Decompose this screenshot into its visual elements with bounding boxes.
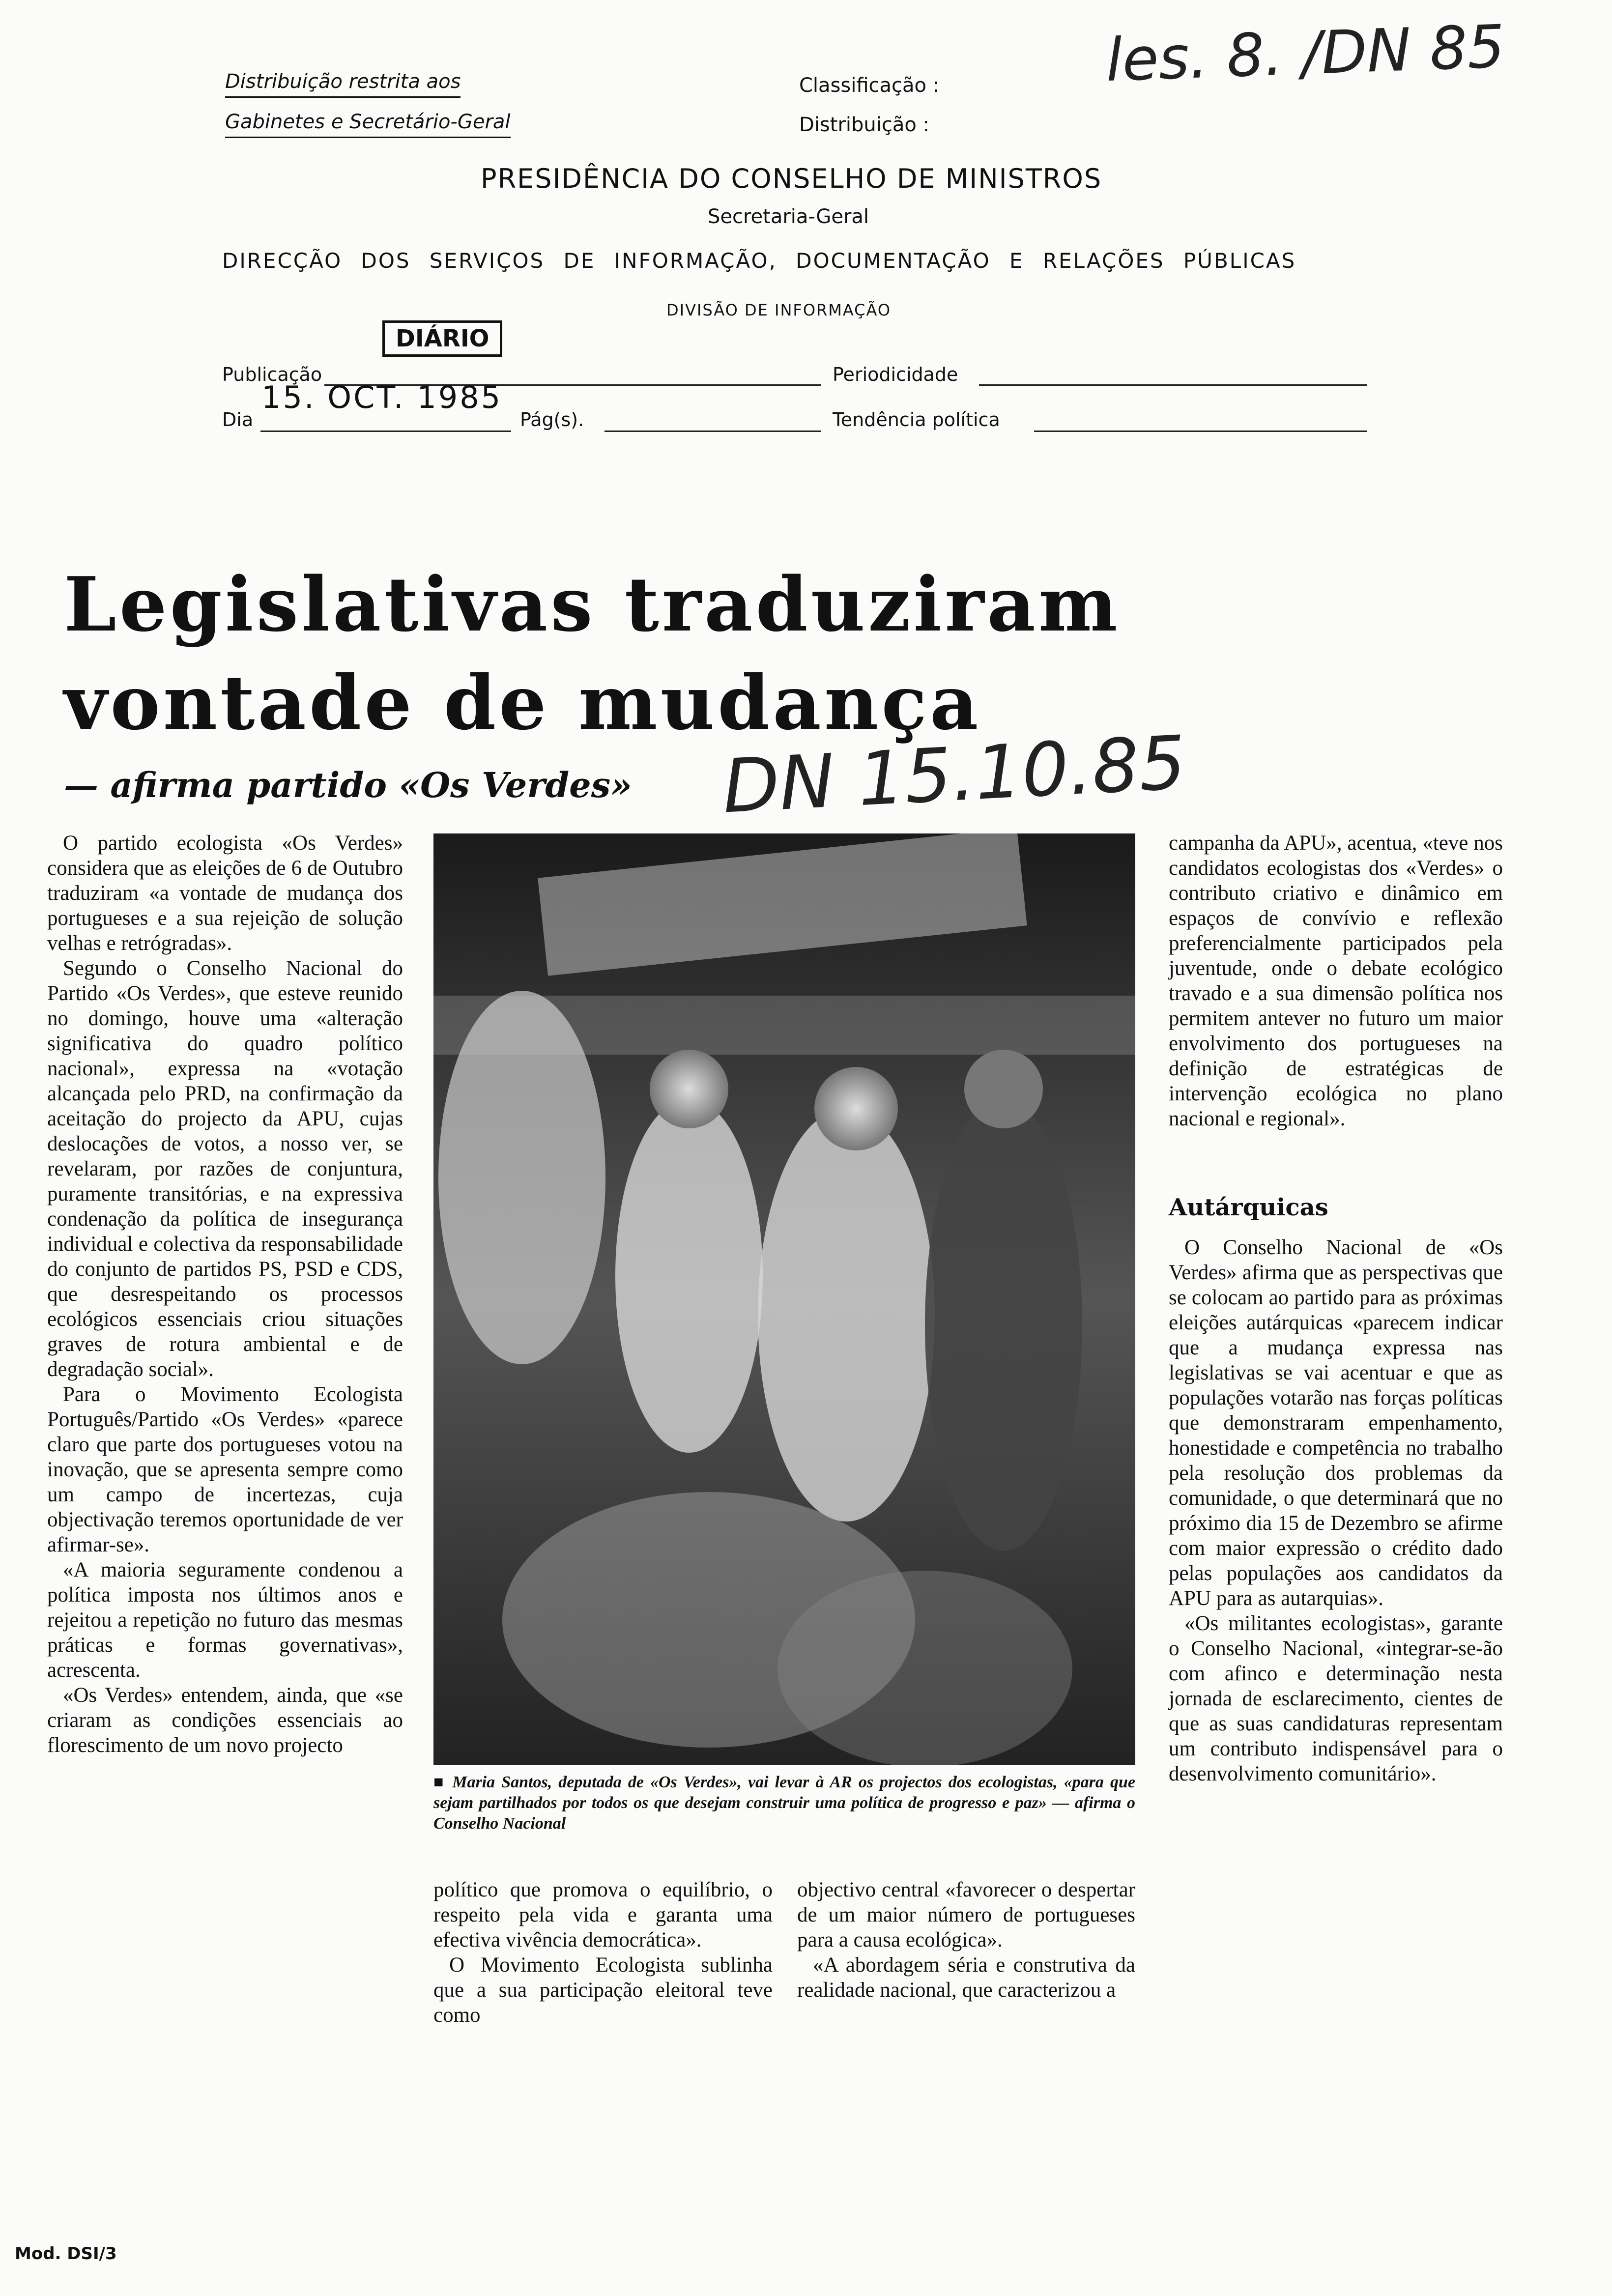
date-stamp: 15. OCT. 1985	[261, 379, 503, 415]
headline-subtitle: — afirma partido «Os Verdes»	[64, 765, 632, 805]
presidency-heading: PRESIDÊNCIA DO CONSELHO DE MINISTROS	[481, 163, 1102, 194]
division-heading: DIVISÃO DE INFORMAÇÃO	[666, 301, 892, 319]
restricted-line-2: Gabinetes e Secretário-Geral	[225, 109, 511, 138]
pages-label: Pág(s).	[520, 409, 584, 430]
subheading-autarquicas: Autárquicas	[1169, 1194, 1328, 1221]
article-column-2	[433, 1877, 773, 2028]
publication-label: Publicação	[222, 364, 322, 385]
col4-paragraph-2: O Conselho Nacional de «Os Verdes» afirma que as perspectivas que se colocam ao partido para as próximas eleições autárquicas «parecem indicar que a mudança expressa nas legislativas se vai acentuar e que as populações votarão nas forças políticas que demonstraram empenhamento, honestidade e competência no trabalho pela resolução dos problemas da comunidade, o que determinará que no próximo dia 15 de Dezembro se afirme com maior expressão o crédito dado pelas populações aos candidatos da APU para as autarquias».	[1169, 1236, 1503, 1610]
col1-paragraph-2: Segundo o Conselho Nacional do Partido «Os Verdes», que esteve reunido no domingo, houve uma «alteração significativa do quadro político nacional», expressa na «votação alcançada pelo PRD, na confirmação da aceitação do projecto da APU, cujas deslocações de votos, a nosso ver, se revelaram, por razões de conjuntura, puramente transitórias, e na expressiva condenação da política de insegurança individual e colectiva da responsabilidade do conjunto de partidos PS, PSD e CDS, que desrespeitando os processos ecológicos essenciais criou situações graves de rotura ambiental e de degradação social».	[47, 957, 403, 1381]
col1-paragraph-1: O partido ecologista «Os Verdes» considera que as eleições de 6 de Outubro traduziram «a vontade de mudança dos portugueses e a sua rejeição de solução velhas e retrógradas».	[47, 832, 403, 955]
photo-caption: ■ Maria Santos, deputada de «Os Verdes», vai levar à AR os projectos dos ecologistas, «para que sejam partilhados por todos os que desejam construir uma política de progresso e paz» — afirma o Conselho Nacional	[433, 1773, 1135, 1833]
classification-label: Classificação :	[799, 74, 940, 97]
publication-stamp-text: DIÁRIO	[396, 325, 489, 352]
col2-paragraph-2: O Movimento Ecologista sublinha que a sua participação eleitoral teve como	[433, 1953, 773, 2027]
political-line	[1034, 430, 1367, 432]
col4-paragraph-1: campanha da APU», acentua, «teve nos candidatos ecologistas dos «Verdes» o contributo criativo e dinâmico em espaços de convívio e reflexão preferencialmente participados pela juventude, onde o debate ecológico travado e a sua dimensão política nos permitem antever no futuro um maior envolvimento dos portugueses na definição de estratégicas de intervenção ecológica no plano nacional e regional».	[1169, 832, 1503, 1130]
article-photo	[433, 833, 1135, 1765]
col4-paragraph-3: «Os militantes ecologistas», garante o Conselho Nacional, «integrar-se-ão com afinco e determinação nesta jornada de esclarecimento, cientes de que as suas candidaturas representam um contributo indispensável para o desenvolvimento comunitário».	[1169, 1612, 1503, 1785]
article-column-4	[1169, 831, 1503, 1786]
col1-paragraph-4: «A maioria seguramente condenou a política imposta nos últimos anos e rejeitou a repetição no futuro das mesmas práticas e formas governativas», acrescenta.	[47, 1558, 403, 1682]
political-label: Tendência política	[833, 409, 1000, 430]
periodicity-label: Periodicidade	[833, 364, 958, 385]
pages-line	[604, 430, 821, 432]
handwritten-reference: les. 8. /DN 85	[1104, 12, 1506, 95]
form-code: Mod. DSI/3	[15, 2244, 117, 2264]
col2-paragraph-1: político que promova o equilíbrio, o respeito pela vida e garanta uma efectiva vivência democrática».	[433, 1878, 773, 1952]
restricted-line-1: Distribuição restrita aos	[225, 69, 461, 98]
col1-paragraph-3: Para o Movimento Ecologista Português/Partido «Os Verdes» «parece claro que parte dos portugueses votou na inovação, que se apresenta sempre como um campo de incertezas, cuja objectivação teremos oportunidade de ver afirmar-se».	[47, 1383, 403, 1556]
col3-paragraph-2: «A abordagem séria e construtiva da realidade nacional, que caracterizou a	[797, 1953, 1135, 2002]
directorate-heading: DIRECÇÃO DOS SERVIÇOS DE INFORMAÇÃO, DOCUMENTAÇÃO E RELAÇÕES PÚBLICAS	[222, 249, 1296, 273]
periodicity-line	[979, 384, 1367, 386]
article-column-1	[47, 831, 403, 1758]
article-column-3	[797, 1877, 1135, 2003]
handwritten-date: DN 15.10.85	[720, 720, 1188, 830]
day-label: Dia	[222, 409, 254, 430]
col3-paragraph-1: objectivo central «favorecer o despertar de um maior número de portugueses para a causa ecológica».	[797, 1878, 1135, 1952]
distribution-label: Distribuição :	[799, 114, 930, 136]
day-line	[260, 430, 511, 432]
secretariat-heading: Secretaria-Geral	[708, 205, 869, 228]
headline-line-1: Legislativas traduziram	[64, 560, 1121, 648]
headline-line-2: vontade de mudança	[64, 659, 981, 746]
publication-stamp	[382, 320, 502, 357]
photo-illustration	[433, 833, 1135, 1765]
col1-paragraph-5: «Os Verdes» entendem, ainda, que «se criaram as condições essenciais ao florescimento de um novo projecto	[47, 1684, 403, 1757]
